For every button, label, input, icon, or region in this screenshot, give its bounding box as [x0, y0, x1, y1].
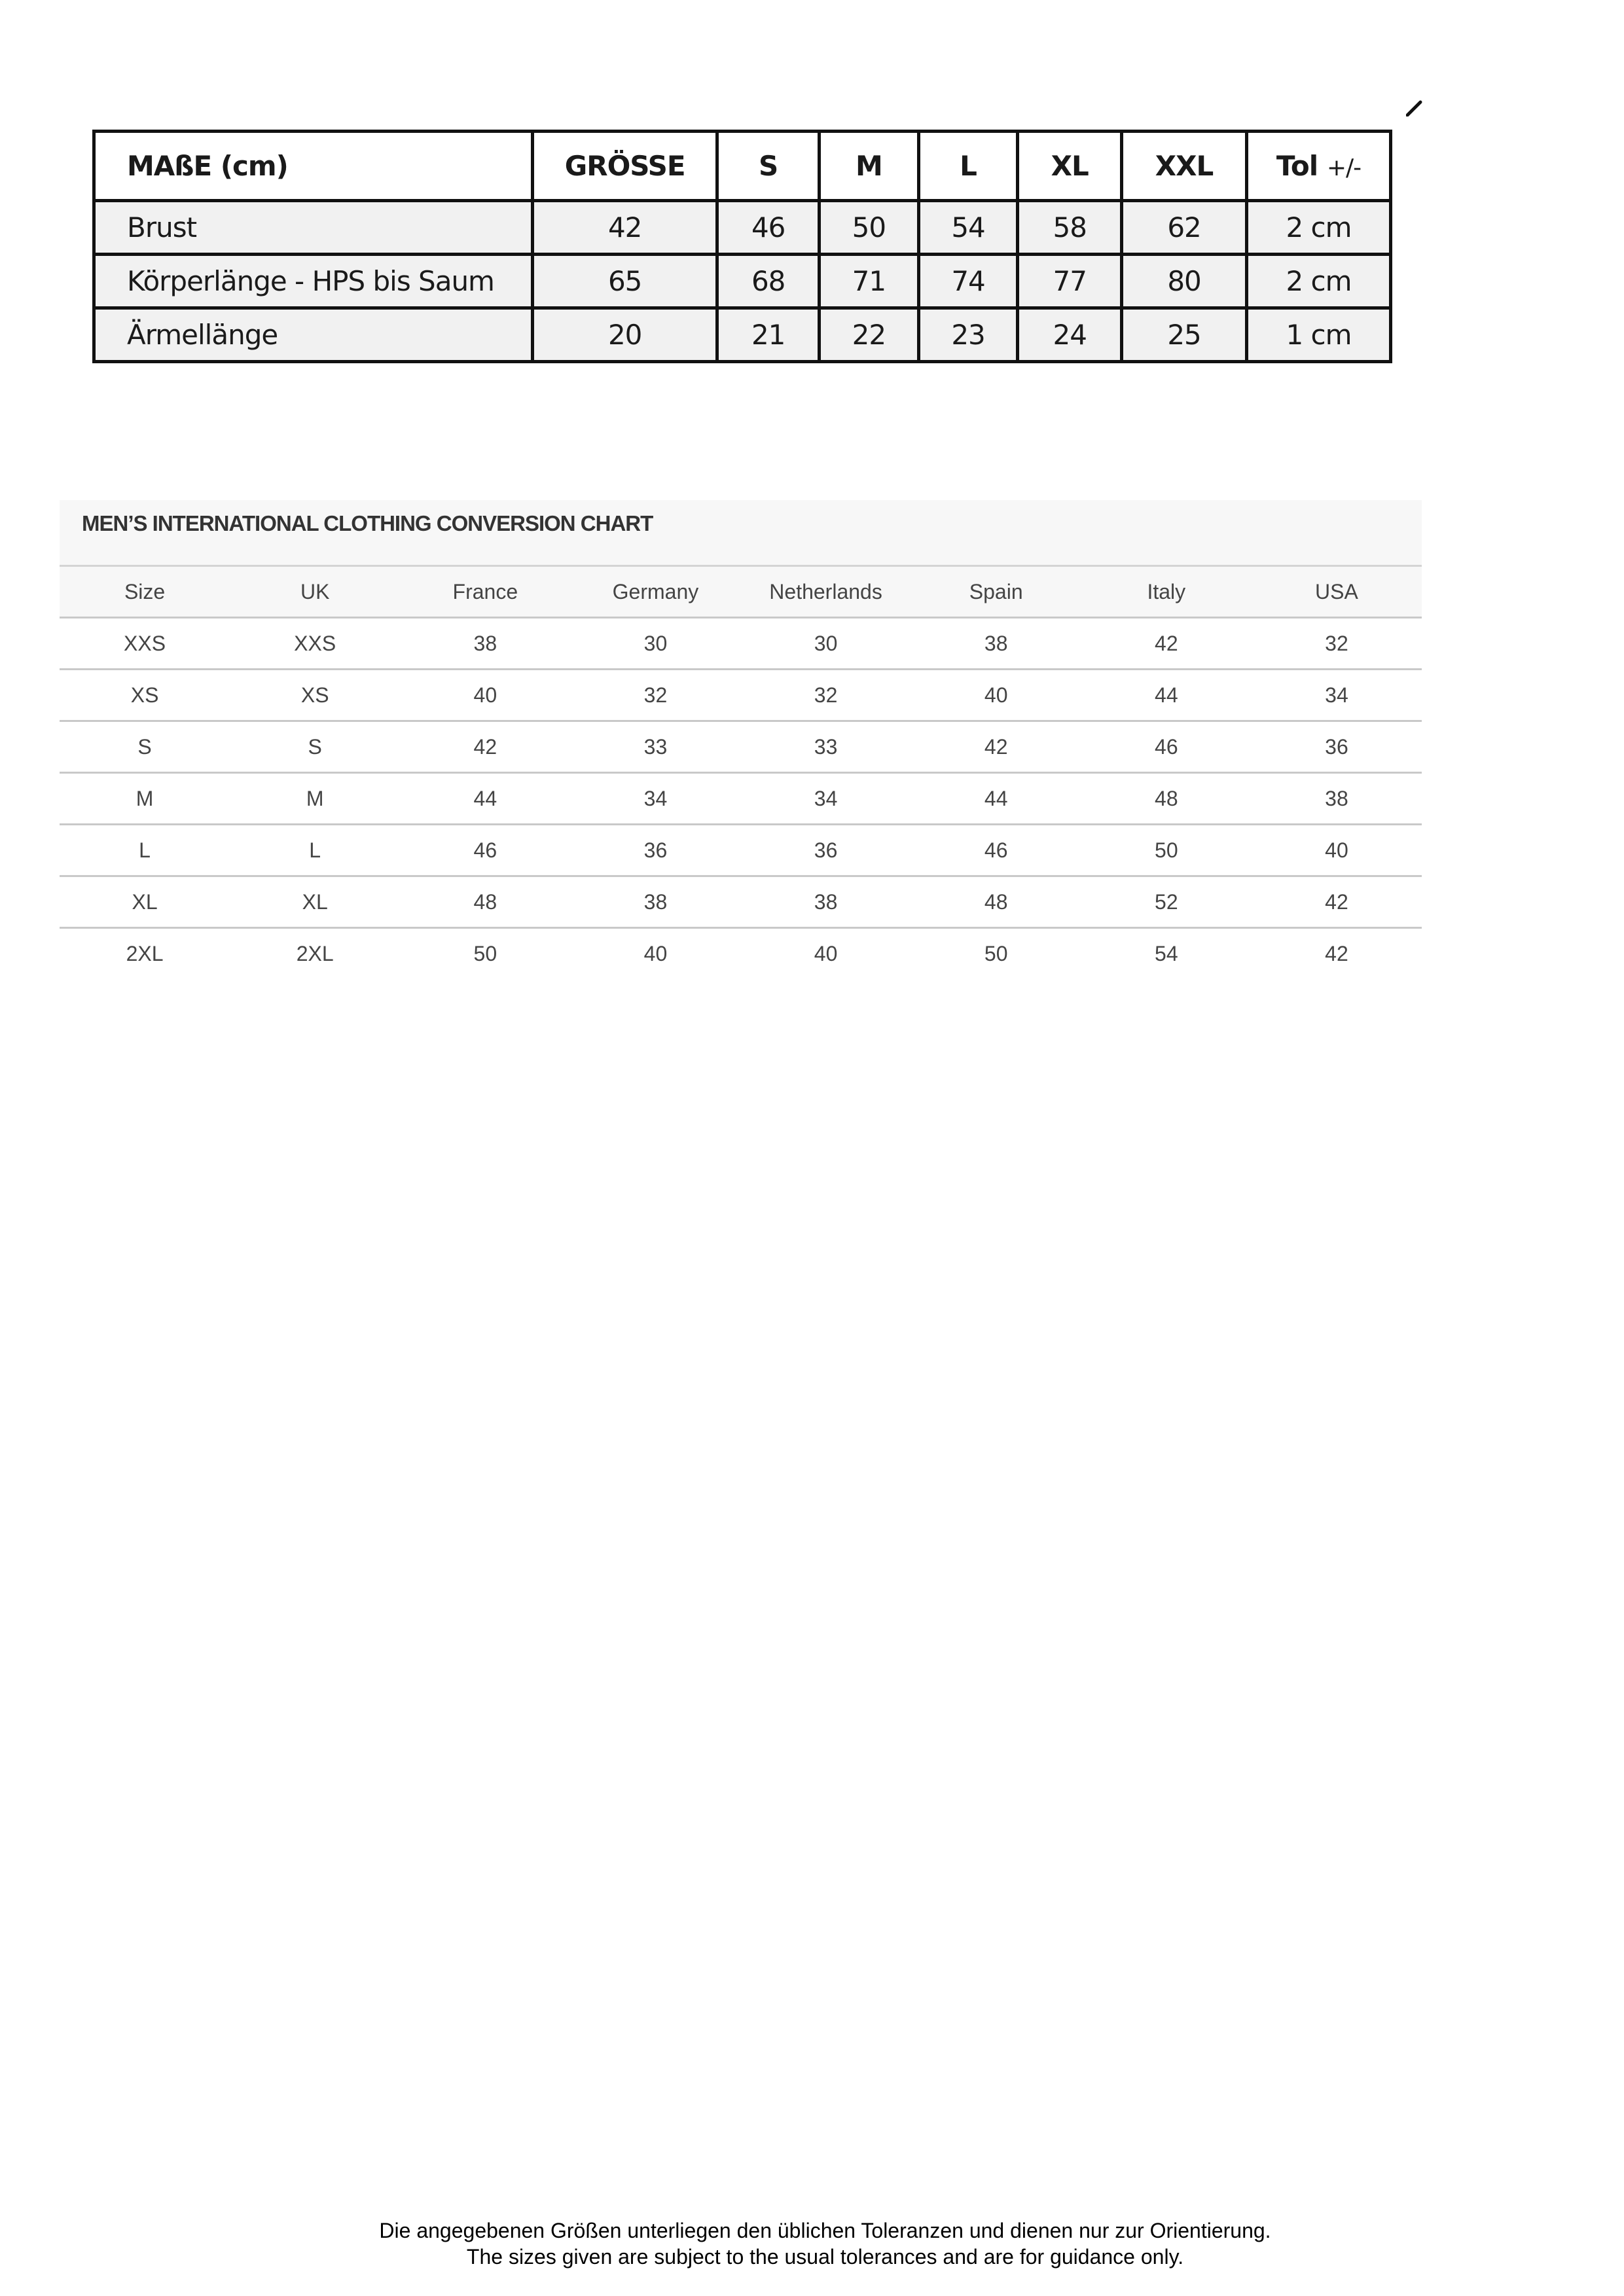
measurement-row [94, 255, 1391, 308]
cell: 2XL [230, 928, 400, 979]
cell: XXS [230, 618, 400, 670]
cell: 2XL [60, 928, 230, 979]
cell-groesse: 65 [533, 255, 717, 308]
cell-value: 74 [918, 255, 1018, 308]
cell-value: 46 [717, 201, 820, 255]
col-header-germany: Germany [570, 567, 740, 618]
header-tolerance: Tol +/- [1246, 132, 1390, 201]
footer-disclaimer [0, 2217, 1624, 2270]
cell: 40 [1252, 825, 1422, 876]
cell: M [60, 773, 230, 825]
conversion-row [60, 773, 1422, 825]
cell: 40 [400, 670, 570, 721]
header-size-l: L [918, 132, 1018, 201]
header-masse: MAßE (cm) [94, 132, 533, 201]
cell: XS [60, 670, 230, 721]
conversion-row [60, 618, 1422, 670]
measurement-table [92, 130, 1392, 363]
cell: S [60, 721, 230, 773]
cell: 48 [400, 876, 570, 928]
header-size-s: S [717, 132, 820, 201]
conversion-row [60, 721, 1422, 773]
cell: M [230, 773, 400, 825]
cell: 52 [1081, 876, 1252, 928]
cell: 32 [1252, 618, 1422, 670]
row-label: Ärmellänge [94, 308, 533, 362]
pen-stroke-mark [1406, 99, 1423, 117]
col-header-france: France [400, 567, 570, 618]
conversion-row [60, 876, 1422, 928]
row-label: Körperlänge - HPS bis Saum [94, 255, 533, 308]
cell: 30 [741, 618, 911, 670]
cell-groesse: 42 [533, 201, 717, 255]
cell: 46 [400, 825, 570, 876]
col-header-italy: Italy [1081, 567, 1252, 618]
cell: 40 [570, 928, 740, 979]
cell: 33 [570, 721, 740, 773]
cell-value: 58 [1018, 201, 1122, 255]
col-header-netherlands: Netherlands [741, 567, 911, 618]
measurement-row [94, 201, 1391, 255]
cell: XS [230, 670, 400, 721]
conversion-row [60, 825, 1422, 876]
cell-tolerance: 1 cm [1246, 308, 1390, 362]
cell: 36 [741, 825, 911, 876]
cell: 54 [1081, 928, 1252, 979]
cell: 30 [570, 618, 740, 670]
measurement-header-row [94, 132, 1391, 201]
cell: 36 [570, 825, 740, 876]
cell: XL [230, 876, 400, 928]
cell-value: 22 [820, 308, 919, 362]
cell-value: 21 [717, 308, 820, 362]
cell-value: 54 [918, 201, 1018, 255]
cell: 34 [741, 773, 911, 825]
cell: L [60, 825, 230, 876]
header-groesse: GRÖSSE [533, 132, 717, 201]
cell: 46 [1081, 721, 1252, 773]
cell: 32 [741, 670, 911, 721]
cell-value: 77 [1018, 255, 1122, 308]
cell-groesse: 20 [533, 308, 717, 362]
cell: 42 [911, 721, 1081, 773]
cell: 50 [911, 928, 1081, 979]
cell: 40 [741, 928, 911, 979]
cell-value: 24 [1018, 308, 1122, 362]
cell: 33 [741, 721, 911, 773]
conversion-table [60, 567, 1422, 978]
header-size-m: M [820, 132, 919, 201]
cell-value: 25 [1122, 308, 1247, 362]
col-header-uk: UK [230, 567, 400, 618]
cell-value: 71 [820, 255, 919, 308]
conversion-row [60, 928, 1422, 979]
footer-line-german: Die angegebenen Größen unterliegen den üblichen Toleranzen und dienen nur zur Orientierung. [379, 2219, 1271, 2242]
cell-value: 62 [1122, 201, 1247, 255]
cell: 50 [400, 928, 570, 979]
cell: XL [60, 876, 230, 928]
cell: 42 [1252, 928, 1422, 979]
cell: 48 [911, 876, 1081, 928]
cell: 48 [1081, 773, 1252, 825]
cell-tolerance: 2 cm [1246, 255, 1390, 308]
cell: 42 [1081, 618, 1252, 670]
conversion-row [60, 670, 1422, 721]
header-size-xl: XL [1018, 132, 1122, 201]
col-header-spain: Spain [911, 567, 1081, 618]
header-size-xxl: XXL [1122, 132, 1247, 201]
cell: 44 [911, 773, 1081, 825]
cell: 42 [400, 721, 570, 773]
cell: 46 [911, 825, 1081, 876]
col-header-size: Size [60, 567, 230, 618]
conversion-chart-title: MEN’S INTERNATIONAL CLOTHING CONVERSION CHART [60, 500, 1422, 567]
cell: 50 [1081, 825, 1252, 876]
cell: 38 [911, 618, 1081, 670]
cell: 34 [570, 773, 740, 825]
footer-line-english: The sizes given are subject to the usual tolerances and are for guidance only. [466, 2245, 1184, 2269]
cell: 38 [1252, 773, 1422, 825]
cell: 44 [400, 773, 570, 825]
cell: 38 [400, 618, 570, 670]
row-label: Brust [94, 201, 533, 255]
cell: 38 [570, 876, 740, 928]
cell: L [230, 825, 400, 876]
cell-value: 80 [1122, 255, 1247, 308]
cell: XXS [60, 618, 230, 670]
cell: 40 [911, 670, 1081, 721]
conversion-chart [60, 500, 1422, 978]
measurement-row [94, 308, 1391, 362]
cell: 42 [1252, 876, 1422, 928]
cell: 36 [1252, 721, 1422, 773]
cell-value: 50 [820, 201, 919, 255]
cell: 34 [1252, 670, 1422, 721]
cell: 38 [741, 876, 911, 928]
cell: 32 [570, 670, 740, 721]
cell-value: 23 [918, 308, 1018, 362]
cell: S [230, 721, 400, 773]
conversion-header-row [60, 567, 1422, 618]
cell-value: 68 [717, 255, 820, 308]
cell: 44 [1081, 670, 1252, 721]
cell-tolerance: 2 cm [1246, 201, 1390, 255]
col-header-usa: USA [1252, 567, 1422, 618]
